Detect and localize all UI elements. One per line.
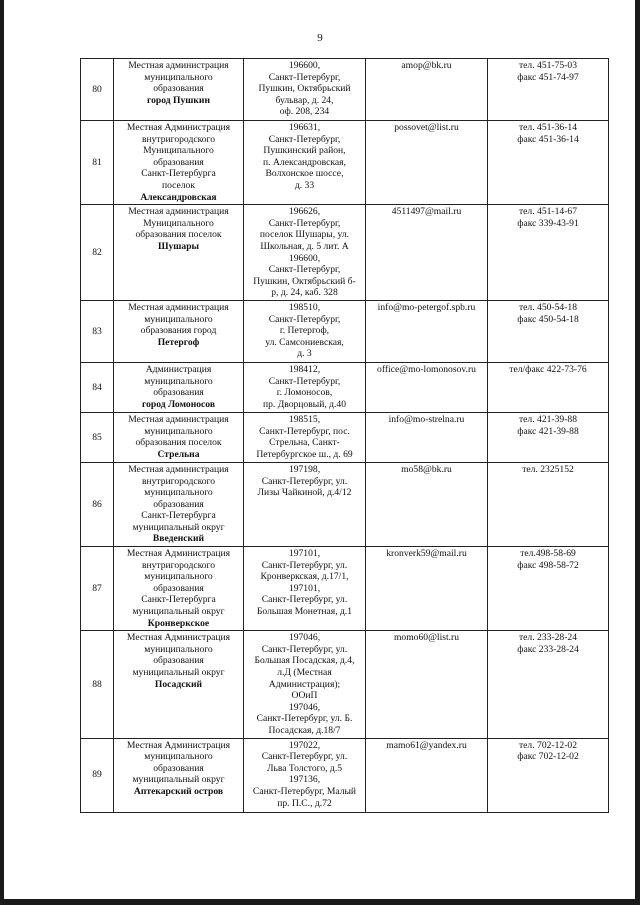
postal-address bbox=[244, 631, 366, 738]
text-line: муниципального bbox=[144, 71, 213, 83]
administration-name bbox=[114, 121, 244, 205]
text-line: Пушкин, Октябрьский б- bbox=[253, 275, 356, 287]
text-line: Петербургское ш., д. 69 bbox=[256, 448, 353, 460]
text-line: Кронверкская, д.17/1, bbox=[260, 571, 349, 583]
row-number: 83 bbox=[81, 300, 114, 362]
text-line: образования bbox=[153, 582, 204, 594]
text-line: Большая Посадская, д.4, bbox=[254, 655, 355, 667]
text-line: Санкт-Петербург, bbox=[268, 71, 341, 83]
text-line: муниципальный округ bbox=[132, 606, 225, 618]
administration-name bbox=[114, 462, 244, 546]
phone-numbers bbox=[488, 59, 609, 121]
text-line: образования bbox=[153, 655, 204, 667]
text-line: Местная администрация bbox=[128, 463, 229, 475]
text-line: Волхонское шоссе, bbox=[265, 168, 344, 180]
text-line: 197022, bbox=[288, 739, 321, 751]
text-line: 197101, bbox=[288, 548, 321, 560]
text-line: Муниципального bbox=[143, 145, 214, 157]
text-line: муниципального bbox=[144, 751, 213, 763]
email-address: office@mo-lomonosov.ru bbox=[366, 362, 488, 412]
municipality-name: Введенский bbox=[152, 533, 205, 545]
text-line: муниципальный округ bbox=[132, 667, 225, 678]
municipal-administrations-table bbox=[80, 58, 609, 813]
text-line: факс 339-43-91 bbox=[517, 217, 579, 229]
postal-address bbox=[244, 205, 366, 301]
text-line: Льва Толстого, д.5 bbox=[266, 762, 343, 774]
text-line: Санкт-Петербург, bbox=[268, 217, 341, 229]
phone-numbers bbox=[488, 205, 609, 301]
text-line: Лизы Чайкиной, д.4/12 bbox=[257, 487, 352, 499]
text-line: Санкт-Петербург, ул. bbox=[261, 643, 348, 655]
text-line: Местная Администрация bbox=[126, 632, 231, 644]
text-line: образования bbox=[153, 83, 204, 95]
administration-name bbox=[114, 300, 244, 362]
text-line: ул. Самсониевская, bbox=[265, 336, 344, 348]
email-address: kronverk59@mail.ru bbox=[366, 547, 488, 631]
text-line: Стрельна, Санкт- bbox=[269, 437, 340, 449]
text-line: поселок bbox=[161, 179, 196, 191]
text-line: Местная администрация bbox=[128, 413, 229, 425]
table-row bbox=[81, 205, 609, 301]
email-address: info@mo-strelna.ru bbox=[366, 412, 488, 462]
row-number: 88 bbox=[81, 631, 114, 738]
text-line: 198510, bbox=[288, 301, 321, 313]
text-line: муниципального bbox=[144, 425, 213, 437]
municipality-name: Аптекарский остров bbox=[133, 785, 224, 797]
text-line: образования поселок bbox=[135, 229, 222, 241]
text-line: факс 421-39-88 bbox=[517, 425, 579, 437]
text-line: факс 702-12-02 bbox=[517, 751, 579, 763]
text-line: тел/факс 422-73-76 bbox=[509, 363, 587, 375]
table-row bbox=[81, 738, 609, 812]
row-number: 89 bbox=[81, 738, 114, 812]
municipality-name: Посадский bbox=[154, 678, 203, 690]
text-line: тел. 233-28-24 bbox=[518, 632, 577, 644]
text-line: Местная администрация bbox=[128, 206, 229, 218]
postal-address bbox=[244, 738, 366, 812]
text-line: тел. 451-14-67 bbox=[518, 206, 577, 218]
text-line: 198412, bbox=[288, 363, 321, 375]
table-row bbox=[81, 300, 609, 362]
text-line: пр. П.С., д.72 bbox=[277, 797, 332, 809]
text-line: образования bbox=[153, 387, 204, 399]
phone-numbers bbox=[488, 462, 609, 546]
text-line: 196600, bbox=[288, 252, 321, 264]
text-line: факс 451-36-14 bbox=[517, 133, 579, 145]
text-line: Администрация); bbox=[268, 678, 341, 690]
text-line: Санкт-Петербург, ул. Б. bbox=[256, 713, 353, 725]
text-line: п. Александровская, bbox=[263, 156, 346, 168]
email-address: amop@bk.ru bbox=[366, 59, 488, 121]
municipality-name: город Ломоносов bbox=[141, 398, 216, 410]
text-line: муниципальный округ bbox=[132, 774, 225, 786]
text-line: Администрация bbox=[145, 363, 212, 375]
text-line: Санкт-Петербург, bbox=[268, 264, 341, 276]
text-line: Местная Администрация bbox=[126, 122, 231, 133]
text-line: Местная Администрация bbox=[126, 548, 231, 560]
administration-name bbox=[114, 738, 244, 812]
text-line: 197101, bbox=[288, 582, 321, 594]
row-number: 84 bbox=[81, 362, 114, 412]
text-line: тел. 451-75-03 bbox=[518, 60, 577, 71]
table-row bbox=[81, 59, 609, 121]
text-line: р, д. 24, каб. 328 bbox=[271, 287, 338, 299]
email-address: momo60@list.ru bbox=[366, 631, 488, 738]
text-line: Санкт-Петербург, bbox=[268, 133, 341, 145]
text-line: муниципального bbox=[144, 643, 213, 655]
row-number: 80 bbox=[81, 59, 114, 121]
text-line: факс 451-74-97 bbox=[517, 71, 579, 83]
phone-numbers bbox=[488, 300, 609, 362]
text-line: тел. 702-12-02 bbox=[518, 739, 577, 751]
text-line: Посадская, д.18/7 bbox=[268, 724, 341, 736]
email-address: possovet@list.ru bbox=[366, 121, 488, 205]
text-line: оф. 208, 234 bbox=[279, 106, 330, 118]
text-line: л.Д (Местная bbox=[277, 667, 332, 678]
text-line: 197198, bbox=[288, 463, 321, 475]
text-line: образования город bbox=[140, 325, 217, 337]
table-row bbox=[81, 121, 609, 205]
postal-address bbox=[244, 462, 366, 546]
table-row bbox=[81, 462, 609, 546]
text-line: факс 450-54-18 bbox=[517, 313, 579, 325]
text-line: образования bbox=[153, 762, 204, 774]
email-address: 4511497@mail.ru bbox=[366, 205, 488, 301]
text-line: 197046, bbox=[288, 701, 321, 713]
text-line: внутригородского bbox=[141, 559, 216, 571]
administration-name bbox=[114, 547, 244, 631]
text-line: г. Ломоносов, bbox=[276, 387, 333, 399]
phone-numbers bbox=[488, 738, 609, 812]
text-line: пр. Дворцовый, д.40 bbox=[262, 398, 347, 410]
text-line: 196600, bbox=[288, 60, 321, 71]
municipality-name: Кронверкское bbox=[147, 617, 210, 629]
text-line: Школьная, д. 5 лит. А bbox=[260, 240, 349, 252]
text-line: тел. 451-36-14 bbox=[518, 122, 577, 133]
administration-name bbox=[114, 205, 244, 301]
municipality-name: Стрельна bbox=[157, 448, 200, 460]
text-line: Санкт-Петербург, bbox=[268, 375, 341, 387]
text-line: муниципальный округ bbox=[132, 521, 225, 533]
administration-name bbox=[114, 59, 244, 121]
phone-numbers bbox=[488, 121, 609, 205]
postal-address bbox=[244, 121, 366, 205]
text-line: тел. 2325152 bbox=[522, 463, 574, 475]
text-line: Санкт-Петербург, ул. bbox=[261, 475, 348, 487]
text-line: Местная администрация bbox=[128, 301, 229, 313]
text-line: Санкт-Петербурга bbox=[141, 168, 216, 180]
text-line: внутригородского bbox=[141, 133, 216, 145]
phone-numbers bbox=[488, 547, 609, 631]
text-line: факс 233-28-24 bbox=[517, 643, 579, 655]
phone-numbers bbox=[488, 631, 609, 738]
text-line: муниципального bbox=[144, 487, 213, 499]
text-line: 197136, bbox=[288, 774, 321, 786]
email-address: info@mo-petergof.spb.ru bbox=[366, 300, 488, 362]
text-line: внутригородского bbox=[141, 475, 216, 487]
row-number: 87 bbox=[81, 547, 114, 631]
text-line: тел. 450-54-18 bbox=[518, 301, 577, 313]
row-number: 82 bbox=[81, 205, 114, 301]
email-address: mo58@bk.ru bbox=[366, 462, 488, 546]
text-line: образования bbox=[153, 498, 204, 510]
text-line: г. Петергоф, bbox=[279, 325, 330, 337]
text-line: 196631, bbox=[288, 122, 321, 133]
text-line: д. 3 bbox=[297, 348, 312, 360]
text-line: Санкт-Петербург, ул. bbox=[261, 751, 348, 763]
text-line: Большая Монетная, д.1 bbox=[256, 606, 353, 618]
text-line: 198515, bbox=[288, 413, 321, 425]
text-line: Пушкин, Октябрьский bbox=[258, 83, 351, 95]
row-number: 86 bbox=[81, 462, 114, 546]
page-number: 9 bbox=[317, 32, 323, 44]
row-number: 85 bbox=[81, 412, 114, 462]
text-line: тел. 421-39-88 bbox=[518, 413, 577, 425]
text-line: Санкт-Петербург, bbox=[268, 313, 341, 325]
text-line: муниципального bbox=[144, 313, 213, 325]
postal-address bbox=[244, 59, 366, 121]
text-line: Муниципального bbox=[143, 217, 214, 229]
text-line: бульвар, д. 24, bbox=[275, 94, 334, 106]
municipality-name: город Пушкин bbox=[147, 94, 210, 106]
administration-name bbox=[114, 412, 244, 462]
text-line: образования поселок bbox=[135, 437, 222, 449]
table-row bbox=[81, 362, 609, 412]
text-line: Санкт-Петербурга bbox=[141, 510, 216, 522]
municipality-name: Петергоф bbox=[157, 336, 200, 348]
text-line: Санкт-Петербург, ул. bbox=[261, 559, 348, 571]
text-line: поселок Шушары, ул. bbox=[259, 229, 350, 241]
postal-address bbox=[244, 362, 366, 412]
text-line: Санкт-Петербург, ул. bbox=[261, 594, 348, 606]
municipality-name: Александровская bbox=[140, 191, 217, 203]
text-line: д. 33 bbox=[294, 179, 315, 191]
row-number: 81 bbox=[81, 121, 114, 205]
text-line: Местная администрация bbox=[128, 60, 229, 71]
text-line: муниципального bbox=[144, 571, 213, 583]
table-row bbox=[81, 631, 609, 738]
postal-address bbox=[244, 300, 366, 362]
postal-address bbox=[244, 412, 366, 462]
text-line: образования bbox=[153, 156, 204, 168]
email-address: mamo61@yandex.ru bbox=[366, 738, 488, 812]
administration-name bbox=[114, 631, 244, 738]
text-line: ООиП bbox=[291, 690, 318, 702]
text-line: Санкт-Петербург, пос. bbox=[259, 425, 350, 437]
municipality-name: Шушары bbox=[157, 240, 200, 252]
table-row bbox=[81, 412, 609, 462]
text-line: 196626, bbox=[288, 206, 321, 218]
text-line: Пушкинский район, bbox=[263, 145, 346, 157]
text-line: Санкт-Петербург, Малый bbox=[252, 785, 357, 797]
text-line: тел.498-58-69 bbox=[520, 548, 576, 560]
text-line: Местная Администрация bbox=[126, 739, 231, 751]
phone-numbers bbox=[488, 362, 609, 412]
text-line: Санкт-Петербурга bbox=[141, 594, 216, 606]
phone-numbers bbox=[488, 412, 609, 462]
administration-name bbox=[114, 362, 244, 412]
text-line: муниципального bbox=[144, 375, 213, 387]
table-row bbox=[81, 547, 609, 631]
text-line: 197046, bbox=[288, 632, 321, 644]
postal-address bbox=[244, 547, 366, 631]
text-line: факс 498-58-72 bbox=[517, 559, 579, 571]
